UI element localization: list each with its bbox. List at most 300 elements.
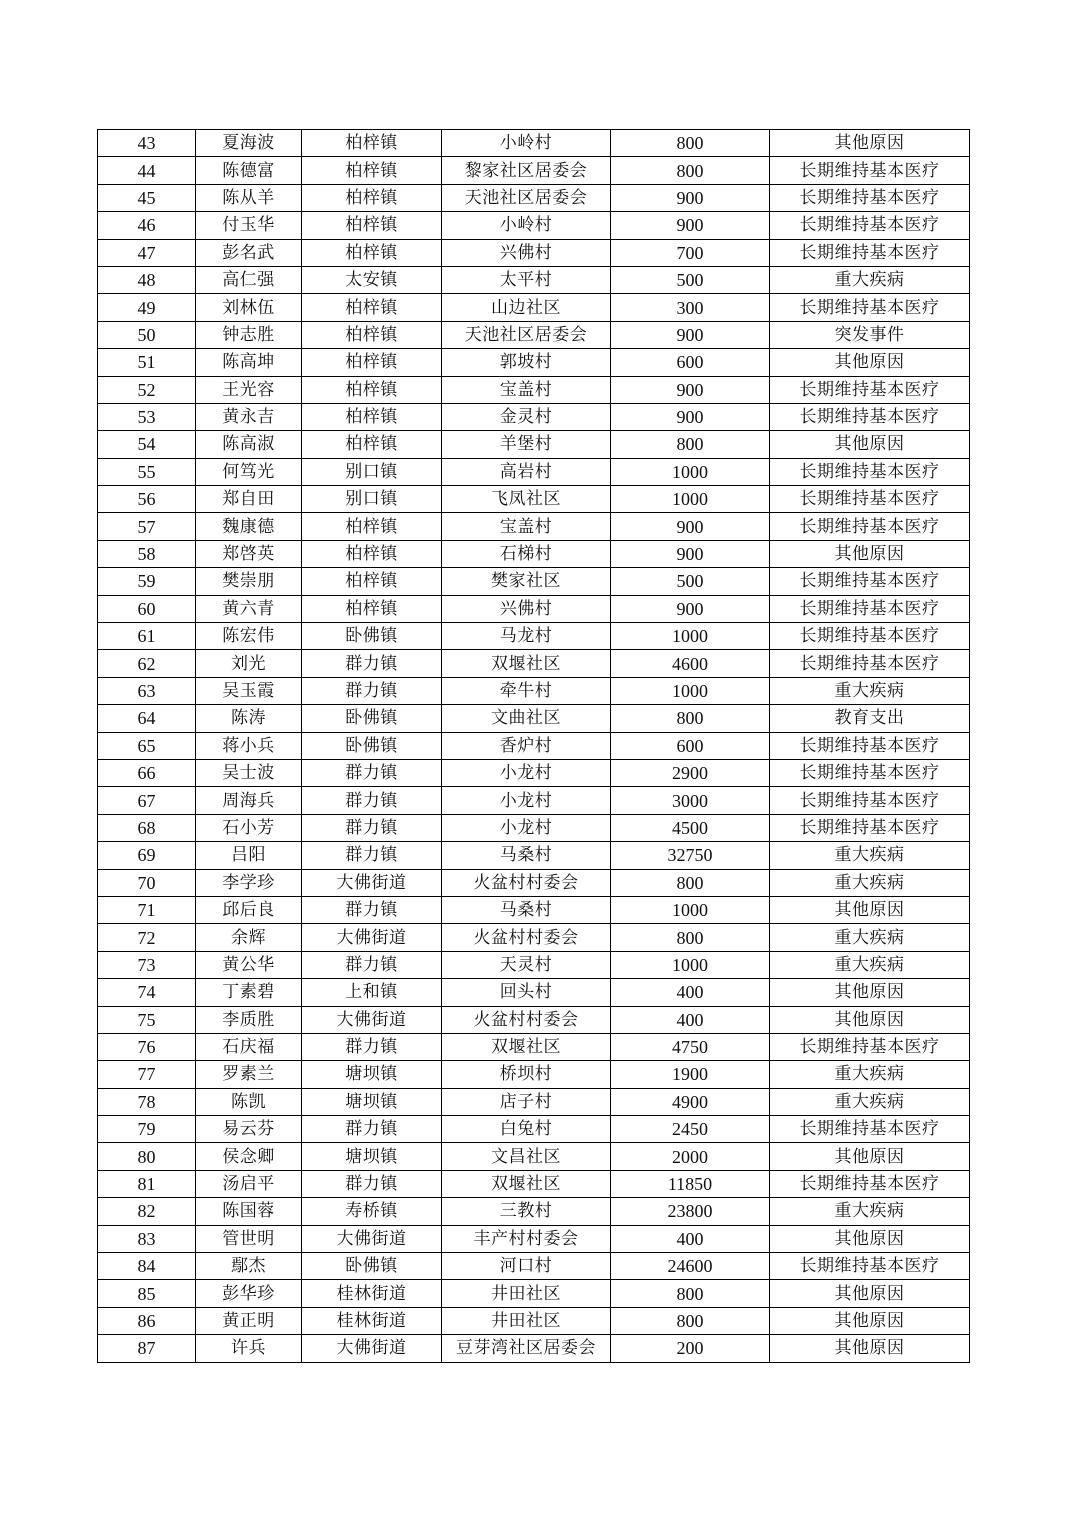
table-row	[98, 869, 970, 896]
person-name: 黄永吉	[196, 403, 302, 430]
row-number: 74	[98, 979, 196, 1006]
town-name: 别口镇	[302, 486, 442, 513]
amount-value: 4900	[611, 1088, 770, 1115]
town-name: 群力镇	[302, 1033, 442, 1060]
row-number: 52	[98, 376, 196, 403]
reason-text: 长期维持基本医疗	[770, 595, 970, 622]
amount-value: 800	[611, 1307, 770, 1334]
table-row	[98, 1143, 970, 1170]
row-number: 82	[98, 1198, 196, 1225]
amount-value: 23800	[611, 1198, 770, 1225]
village-name: 牵牛村	[442, 677, 611, 704]
reason-text: 重大疾病	[770, 869, 970, 896]
table-row	[98, 1280, 970, 1307]
village-name: 兴佛村	[442, 239, 611, 266]
person-name: 吴士波	[196, 759, 302, 786]
table-row	[98, 294, 970, 321]
amount-value: 400	[611, 1225, 770, 1252]
table-row	[98, 1335, 970, 1362]
village-name: 白兔村	[442, 1116, 611, 1143]
town-name: 大佛街道	[302, 1225, 442, 1252]
village-name: 石梯村	[442, 540, 611, 567]
amount-value: 800	[611, 130, 770, 157]
person-name: 余辉	[196, 924, 302, 951]
village-name: 火盆村村委会	[442, 1006, 611, 1033]
amount-value: 800	[611, 431, 770, 458]
town-name: 柏梓镇	[302, 513, 442, 540]
person-name: 管世明	[196, 1225, 302, 1252]
amount-value: 24600	[611, 1253, 770, 1280]
person-name: 郑自田	[196, 486, 302, 513]
amount-value: 1900	[611, 1061, 770, 1088]
town-name: 塘坝镇	[302, 1143, 442, 1170]
row-number: 66	[98, 759, 196, 786]
village-name: 天池社区居委会	[442, 321, 611, 348]
table-row	[98, 266, 970, 293]
table-row	[98, 349, 970, 376]
village-name: 文曲社区	[442, 705, 611, 732]
reason-text: 长期维持基本医疗	[770, 650, 970, 677]
row-number: 77	[98, 1061, 196, 1088]
amount-value: 1000	[611, 458, 770, 485]
village-name: 郭坡村	[442, 349, 611, 376]
amount-value: 900	[611, 184, 770, 211]
table-row	[98, 1061, 970, 1088]
row-number: 65	[98, 732, 196, 759]
village-name: 火盆村村委会	[442, 869, 611, 896]
person-name: 刘光	[196, 650, 302, 677]
village-name: 豆芽湾社区居委会	[442, 1335, 611, 1362]
person-name: 罗素兰	[196, 1061, 302, 1088]
reason-text: 其他原因	[770, 349, 970, 376]
amount-value: 1000	[611, 677, 770, 704]
table-row	[98, 486, 970, 513]
person-name: 彭名武	[196, 239, 302, 266]
reason-text: 长期维持基本医疗	[770, 787, 970, 814]
town-name: 柏梓镇	[302, 349, 442, 376]
amount-value: 500	[611, 266, 770, 293]
village-name: 双堰社区	[442, 650, 611, 677]
reason-text: 长期维持基本医疗	[770, 376, 970, 403]
row-number: 58	[98, 540, 196, 567]
reason-text: 重大疾病	[770, 951, 970, 978]
reason-text: 长期维持基本医疗	[770, 513, 970, 540]
village-name: 小龙村	[442, 814, 611, 841]
amount-value: 2900	[611, 759, 770, 786]
person-name: 石小芳	[196, 814, 302, 841]
row-number: 64	[98, 705, 196, 732]
town-name: 大佛街道	[302, 1006, 442, 1033]
row-number: 49	[98, 294, 196, 321]
amount-value: 800	[611, 869, 770, 896]
amount-value: 400	[611, 1006, 770, 1033]
town-name: 群力镇	[302, 896, 442, 923]
table-row	[98, 184, 970, 211]
row-number: 59	[98, 568, 196, 595]
town-name: 卧佛镇	[302, 1253, 442, 1280]
table-row	[98, 458, 970, 485]
person-name: 高仁强	[196, 266, 302, 293]
reason-text: 长期维持基本医疗	[770, 1116, 970, 1143]
person-name: 邱后良	[196, 896, 302, 923]
village-name: 小岭村	[442, 130, 611, 157]
row-number: 83	[98, 1225, 196, 1252]
person-name: 李质胜	[196, 1006, 302, 1033]
reason-text: 长期维持基本医疗	[770, 623, 970, 650]
amount-value: 200	[611, 1335, 770, 1362]
table-row	[98, 1088, 970, 1115]
village-name: 高岩村	[442, 458, 611, 485]
row-number: 84	[98, 1253, 196, 1280]
town-name: 上和镇	[302, 979, 442, 1006]
row-number: 70	[98, 869, 196, 896]
person-name: 鄢杰	[196, 1253, 302, 1280]
village-name: 桥坝村	[442, 1061, 611, 1088]
amount-value: 400	[611, 979, 770, 1006]
table-row	[98, 130, 970, 157]
village-name: 羊堡村	[442, 431, 611, 458]
amount-value: 4500	[611, 814, 770, 841]
row-number: 61	[98, 623, 196, 650]
row-number: 85	[98, 1280, 196, 1307]
row-number: 86	[98, 1307, 196, 1334]
village-name: 马桑村	[442, 896, 611, 923]
reason-text: 重大疾病	[770, 1061, 970, 1088]
row-number: 79	[98, 1116, 196, 1143]
row-number: 51	[98, 349, 196, 376]
reason-text: 长期维持基本医疗	[770, 184, 970, 211]
town-name: 别口镇	[302, 458, 442, 485]
village-name: 金灵村	[442, 403, 611, 430]
reason-text: 重大疾病	[770, 1198, 970, 1225]
person-name: 汤启平	[196, 1170, 302, 1197]
table-row	[98, 759, 970, 786]
row-number: 62	[98, 650, 196, 677]
person-name: 蒋小兵	[196, 732, 302, 759]
amount-value: 800	[611, 924, 770, 951]
table-row	[98, 157, 970, 184]
person-name: 陈涛	[196, 705, 302, 732]
reason-text: 其他原因	[770, 1280, 970, 1307]
person-name: 何笃光	[196, 458, 302, 485]
row-number: 69	[98, 842, 196, 869]
row-number: 72	[98, 924, 196, 951]
reason-text: 长期维持基本医疗	[770, 759, 970, 786]
town-name: 群力镇	[302, 759, 442, 786]
table-row	[98, 568, 970, 595]
amount-value: 500	[611, 568, 770, 595]
person-name: 郑啓英	[196, 540, 302, 567]
town-name: 群力镇	[302, 677, 442, 704]
town-name: 群力镇	[302, 787, 442, 814]
town-name: 塘坝镇	[302, 1061, 442, 1088]
town-name: 柏梓镇	[302, 321, 442, 348]
row-number: 60	[98, 595, 196, 622]
village-name: 文昌社区	[442, 1143, 611, 1170]
table-body	[98, 130, 970, 1363]
table-row	[98, 212, 970, 239]
village-name: 香炉村	[442, 732, 611, 759]
town-name: 柏梓镇	[302, 157, 442, 184]
amount-value: 1000	[611, 951, 770, 978]
town-name: 柏梓镇	[302, 403, 442, 430]
row-number: 78	[98, 1088, 196, 1115]
town-name: 桂林街道	[302, 1280, 442, 1307]
table-row	[98, 732, 970, 759]
row-number: 87	[98, 1335, 196, 1362]
amount-value: 4600	[611, 650, 770, 677]
person-name: 陈从羊	[196, 184, 302, 211]
amount-value: 900	[611, 540, 770, 567]
village-name: 宝盖村	[442, 513, 611, 540]
row-number: 81	[98, 1170, 196, 1197]
village-name: 小岭村	[442, 212, 611, 239]
reason-text: 长期维持基本医疗	[770, 486, 970, 513]
village-name: 樊家社区	[442, 568, 611, 595]
row-number: 67	[98, 787, 196, 814]
row-number: 43	[98, 130, 196, 157]
table-row	[98, 1006, 970, 1033]
table-row	[98, 239, 970, 266]
amount-value: 1000	[611, 896, 770, 923]
town-name: 太安镇	[302, 266, 442, 293]
town-name: 桂林街道	[302, 1307, 442, 1334]
row-number: 48	[98, 266, 196, 293]
reason-text: 其他原因	[770, 1307, 970, 1334]
reason-text: 重大疾病	[770, 677, 970, 704]
person-name: 石庆福	[196, 1033, 302, 1060]
town-name: 柏梓镇	[302, 294, 442, 321]
reason-text: 长期维持基本医疗	[770, 1253, 970, 1280]
table-row	[98, 650, 970, 677]
reason-text: 其他原因	[770, 1143, 970, 1170]
village-name: 火盆村村委会	[442, 924, 611, 951]
amount-value: 32750	[611, 842, 770, 869]
row-number: 44	[98, 157, 196, 184]
person-name: 吴玉霞	[196, 677, 302, 704]
village-name: 天池社区居委会	[442, 184, 611, 211]
amount-value: 800	[611, 157, 770, 184]
row-number: 55	[98, 458, 196, 485]
village-name: 兴佛村	[442, 595, 611, 622]
town-name: 柏梓镇	[302, 184, 442, 211]
person-name: 黄公华	[196, 951, 302, 978]
reason-text: 长期维持基本医疗	[770, 458, 970, 485]
reason-text: 其他原因	[770, 540, 970, 567]
reason-text: 长期维持基本医疗	[770, 403, 970, 430]
row-number: 63	[98, 677, 196, 704]
relief-table	[97, 129, 970, 1363]
person-name: 陈高坤	[196, 349, 302, 376]
reason-text: 其他原因	[770, 130, 970, 157]
reason-text: 重大疾病	[770, 1088, 970, 1115]
table-row	[98, 842, 970, 869]
reason-text: 长期维持基本医疗	[770, 1033, 970, 1060]
village-name: 黎家社区居委会	[442, 157, 611, 184]
amount-value: 900	[611, 321, 770, 348]
person-name: 彭华珍	[196, 1280, 302, 1307]
reason-text: 其他原因	[770, 1335, 970, 1362]
village-name: 回头村	[442, 979, 611, 1006]
person-name: 王光容	[196, 376, 302, 403]
person-name: 陈德富	[196, 157, 302, 184]
town-name: 柏梓镇	[302, 212, 442, 239]
amount-value: 1000	[611, 623, 770, 650]
row-number: 46	[98, 212, 196, 239]
town-name: 群力镇	[302, 1170, 442, 1197]
table-row	[98, 705, 970, 732]
reason-text: 长期维持基本医疗	[770, 239, 970, 266]
village-name: 井田社区	[442, 1307, 611, 1334]
table-row	[98, 623, 970, 650]
table-row	[98, 595, 970, 622]
person-name: 陈高淑	[196, 431, 302, 458]
person-name: 许兵	[196, 1335, 302, 1362]
village-name: 太平村	[442, 266, 611, 293]
village-name: 飞凤社区	[442, 486, 611, 513]
table-row	[98, 403, 970, 430]
row-number: 45	[98, 184, 196, 211]
town-name: 卧佛镇	[302, 732, 442, 759]
town-name: 大佛街道	[302, 1335, 442, 1362]
table-row	[98, 924, 970, 951]
table-row	[98, 1225, 970, 1252]
town-name: 寿桥镇	[302, 1198, 442, 1225]
table-row	[98, 431, 970, 458]
person-name: 陈凯	[196, 1088, 302, 1115]
person-name: 魏康德	[196, 513, 302, 540]
town-name: 群力镇	[302, 650, 442, 677]
person-name: 黄正明	[196, 1307, 302, 1334]
amount-value: 900	[611, 595, 770, 622]
person-name: 陈国蓉	[196, 1198, 302, 1225]
row-number: 56	[98, 486, 196, 513]
reason-text: 其他原因	[770, 896, 970, 923]
reason-text: 其他原因	[770, 979, 970, 1006]
table-row	[98, 513, 970, 540]
row-number: 47	[98, 239, 196, 266]
person-name: 易云芬	[196, 1116, 302, 1143]
amount-value: 900	[611, 403, 770, 430]
amount-value: 4750	[611, 1033, 770, 1060]
table-row	[98, 979, 970, 1006]
person-name: 侯念卿	[196, 1143, 302, 1170]
village-name: 双堰社区	[442, 1170, 611, 1197]
table-row	[98, 1198, 970, 1225]
town-name: 大佛街道	[302, 869, 442, 896]
row-number: 75	[98, 1006, 196, 1033]
town-name: 群力镇	[302, 814, 442, 841]
table-row	[98, 677, 970, 704]
town-name: 塘坝镇	[302, 1088, 442, 1115]
reason-text: 重大疾病	[770, 842, 970, 869]
reason-text: 长期维持基本医疗	[770, 814, 970, 841]
person-name: 钟志胜	[196, 321, 302, 348]
row-number: 76	[98, 1033, 196, 1060]
row-number: 50	[98, 321, 196, 348]
village-name: 丰产村村委会	[442, 1225, 611, 1252]
town-name: 柏梓镇	[302, 568, 442, 595]
reason-text: 其他原因	[770, 1006, 970, 1033]
person-name: 李学珍	[196, 869, 302, 896]
village-name: 山边社区	[442, 294, 611, 321]
row-number: 73	[98, 951, 196, 978]
reason-text: 重大疾病	[770, 924, 970, 951]
person-name: 吕阳	[196, 842, 302, 869]
person-name: 黄六青	[196, 595, 302, 622]
table-row	[98, 1170, 970, 1197]
person-name: 刘林伍	[196, 294, 302, 321]
town-name: 卧佛镇	[302, 623, 442, 650]
amount-value: 900	[611, 212, 770, 239]
amount-value: 3000	[611, 787, 770, 814]
document-page	[97, 129, 969, 1363]
row-number: 53	[98, 403, 196, 430]
village-name: 双堰社区	[442, 1033, 611, 1060]
reason-text: 突发事件	[770, 321, 970, 348]
village-name: 宝盖村	[442, 376, 611, 403]
amount-value: 900	[611, 376, 770, 403]
row-number: 71	[98, 896, 196, 923]
reason-text: 长期维持基本医疗	[770, 1170, 970, 1197]
town-name: 柏梓镇	[302, 595, 442, 622]
table-row	[98, 814, 970, 841]
village-name: 小龙村	[442, 759, 611, 786]
person-name: 丁素碧	[196, 979, 302, 1006]
amount-value: 900	[611, 513, 770, 540]
person-name: 夏海波	[196, 130, 302, 157]
amount-value: 800	[611, 705, 770, 732]
amount-value: 1000	[611, 486, 770, 513]
town-name: 柏梓镇	[302, 431, 442, 458]
town-name: 柏梓镇	[302, 376, 442, 403]
reason-text: 教育支出	[770, 705, 970, 732]
reason-text: 长期维持基本医疗	[770, 157, 970, 184]
row-number: 80	[98, 1143, 196, 1170]
reason-text: 长期维持基本医疗	[770, 568, 970, 595]
row-number: 54	[98, 431, 196, 458]
village-name: 店子村	[442, 1088, 611, 1115]
town-name: 卧佛镇	[302, 705, 442, 732]
village-name: 井田社区	[442, 1280, 611, 1307]
person-name: 樊崇朋	[196, 568, 302, 595]
village-name: 小龙村	[442, 787, 611, 814]
town-name: 柏梓镇	[302, 239, 442, 266]
person-name: 陈宏伟	[196, 623, 302, 650]
amount-value: 11850	[611, 1170, 770, 1197]
town-name: 柏梓镇	[302, 130, 442, 157]
reason-text: 长期维持基本医疗	[770, 212, 970, 239]
village-name: 河口村	[442, 1253, 611, 1280]
village-name: 天灵村	[442, 951, 611, 978]
person-name: 周海兵	[196, 787, 302, 814]
amount-value: 600	[611, 349, 770, 376]
table-row	[98, 1307, 970, 1334]
town-name: 柏梓镇	[302, 540, 442, 567]
reason-text: 长期维持基本医疗	[770, 294, 970, 321]
amount-value: 600	[611, 732, 770, 759]
table-row	[98, 321, 970, 348]
table-row	[98, 1033, 970, 1060]
amount-value: 700	[611, 239, 770, 266]
village-name: 马龙村	[442, 623, 611, 650]
table-row	[98, 1116, 970, 1143]
village-name: 三教村	[442, 1198, 611, 1225]
amount-value: 300	[611, 294, 770, 321]
row-number: 57	[98, 513, 196, 540]
table-row	[98, 540, 970, 567]
amount-value: 2450	[611, 1116, 770, 1143]
